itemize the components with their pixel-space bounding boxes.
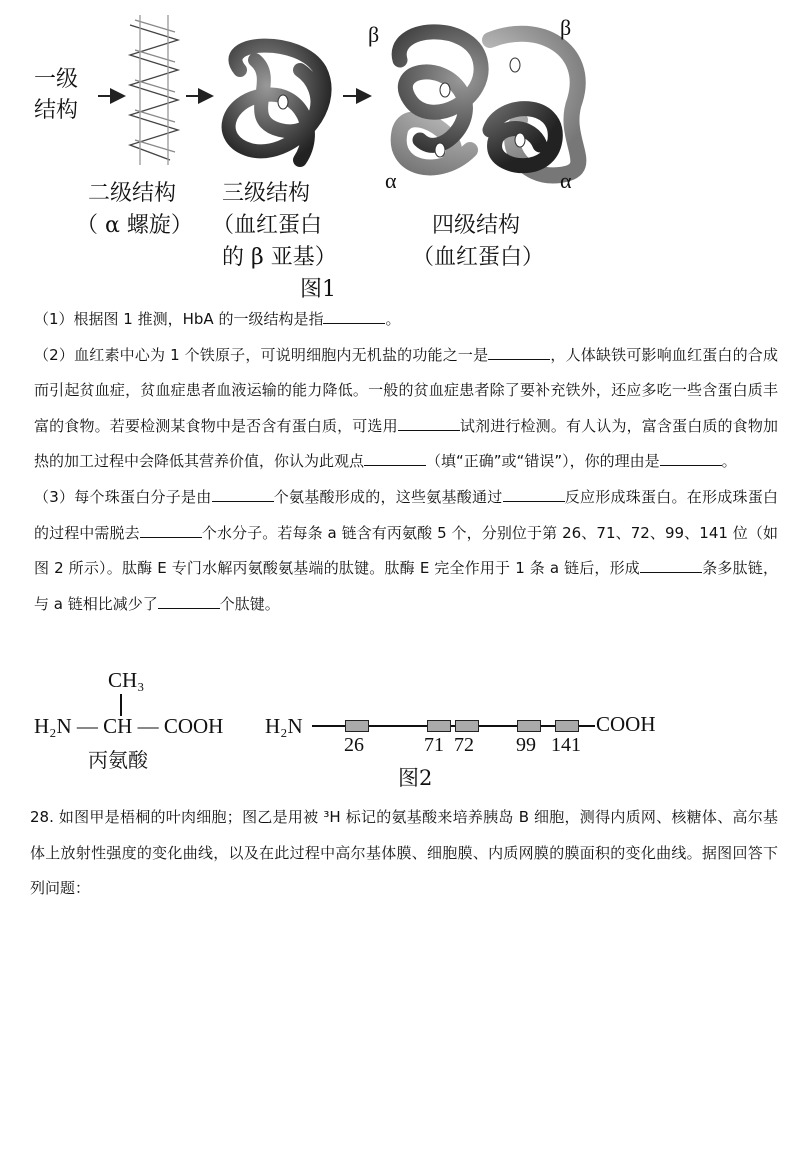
amino-group: H₂N bbox=[34, 714, 72, 738]
protein-structure-illustration bbox=[0, 0, 800, 300]
secondary-structure-sub: （ α 螺旋） bbox=[76, 213, 193, 238]
alanine-residue bbox=[427, 720, 451, 732]
position-label: 141 bbox=[551, 734, 581, 756]
question-text: （填“正确”或“错误”），你的理由是 bbox=[426, 452, 660, 471]
question-text: 试剂进行检测。有人认为，富含蛋白质的食物加热的加工过程中会降低其营养价值，你认为此观点 bbox=[34, 416, 778, 471]
alanine-residue bbox=[555, 720, 579, 732]
question-text: 反应形成珠蛋白。在形成珠蛋白的过程中需脱去 bbox=[34, 487, 778, 542]
answer-blank bbox=[398, 416, 460, 431]
answer-blank bbox=[212, 487, 274, 502]
question-text: （2）血红素中心为 1 个铁原子，可说明细胞内无机盐的功能之一是 bbox=[34, 345, 489, 364]
answer-blank bbox=[323, 309, 385, 324]
primary-label-line1: 一级 bbox=[34, 67, 79, 92]
primary-label-line2: 结构 bbox=[34, 98, 79, 123]
answer-blank bbox=[503, 487, 565, 502]
chain-carboxyl-terminus: COOH bbox=[596, 712, 656, 736]
alpha-helix-image bbox=[130, 15, 178, 165]
question-block bbox=[30, 302, 778, 622]
alanine-residue bbox=[345, 720, 369, 732]
quaternary-structure-image bbox=[399, 32, 579, 176]
question-2 bbox=[30, 338, 778, 480]
answer-blank bbox=[140, 523, 202, 538]
carboxyl-group: COOH bbox=[163, 714, 224, 738]
question-3 bbox=[30, 480, 778, 622]
answer-blank bbox=[364, 451, 426, 466]
position-label: 26 bbox=[344, 734, 364, 756]
question-text: 个氨基酸形成的，这些氨基酸通过 bbox=[273, 487, 503, 506]
question-text: ，人体缺铁可影响血红蛋白的合成而引起贫血症，贫血症患者血液运输的能力降低。一般的贫血症患者除了要补充铁外，还应多吃一些含蛋白质丰富的食物。若要检测某食物中是否含有蛋白质，可选用 bbox=[34, 345, 778, 435]
question-text: 。 bbox=[721, 452, 737, 471]
alpha-label: α bbox=[385, 168, 397, 193]
question-text: 条多肽链，与 a 链相比减少了 bbox=[34, 559, 778, 613]
bond-line bbox=[120, 694, 122, 716]
alanine-residue bbox=[455, 720, 479, 732]
question-text: （1）根据图 1 推测，HbA 的一级结构是指 bbox=[34, 310, 324, 328]
alanine-residue bbox=[517, 720, 541, 732]
answer-blank bbox=[660, 451, 722, 466]
ch-group: CH bbox=[103, 714, 133, 738]
question-text: 个水分子。若每条 a 链含有丙氨酸 5 个，分别位于第 26、71、72、99、141 位（如图 2 所示）。肽酶 E 专门水解丙氨酸氨基端的肽键。肽酶 E 完全作用于 1 条 a 链后，形成 bbox=[34, 523, 778, 578]
quaternary-structure-sub: （血红蛋白） bbox=[412, 245, 545, 270]
question-text: 。 bbox=[385, 310, 401, 328]
answer-blank bbox=[488, 345, 550, 360]
question-28 bbox=[30, 800, 778, 907]
quaternary-structure-label: 四级结构 bbox=[432, 213, 521, 238]
question-28-text: 28. 如图甲是梧桐的叶肉细胞；图乙是用被 ³H 标记的氨基酸来培养胰岛 B 细胞，测得内质网、核糖体、高尔基体上放射性强度的变化曲线，以及在此过程中高尔基体膜、细胞膜、内质网膜的膜面积的变化曲线。据图回答下列问题： bbox=[30, 808, 778, 898]
alanine-formula: H₂N — CH — COOH bbox=[34, 714, 224, 738]
secondary-structure-label: 二级结构 bbox=[88, 181, 177, 206]
tertiary-structure-image bbox=[229, 46, 325, 160]
ch3-group: CH₃ bbox=[108, 668, 145, 692]
tertiary-structure-sub2: 的 β 亚基） bbox=[222, 245, 337, 270]
chain-amino-terminus: H₂N bbox=[265, 714, 303, 738]
answer-blank bbox=[640, 558, 702, 573]
alpha-label: α bbox=[560, 168, 572, 193]
question-text: 个肽键。 bbox=[219, 594, 280, 613]
alanine-name: 丙氨酸 bbox=[88, 748, 148, 772]
position-label: 99 bbox=[516, 734, 536, 756]
tertiary-structure-label: 三级结构 bbox=[222, 181, 311, 206]
position-label: 72 bbox=[454, 734, 474, 756]
position-label: 71 bbox=[424, 734, 444, 756]
question-text: （3）每个珠蛋白分子是由 bbox=[34, 487, 212, 506]
answer-blank bbox=[158, 594, 220, 609]
beta-label: β bbox=[368, 22, 380, 47]
beta-label: β bbox=[560, 15, 572, 40]
figure-1-caption: 图1 bbox=[300, 277, 336, 302]
question-1 bbox=[30, 302, 778, 338]
tertiary-structure-sub1: （血红蛋白 bbox=[212, 213, 323, 238]
figure-2-caption: 图2 bbox=[398, 766, 433, 790]
